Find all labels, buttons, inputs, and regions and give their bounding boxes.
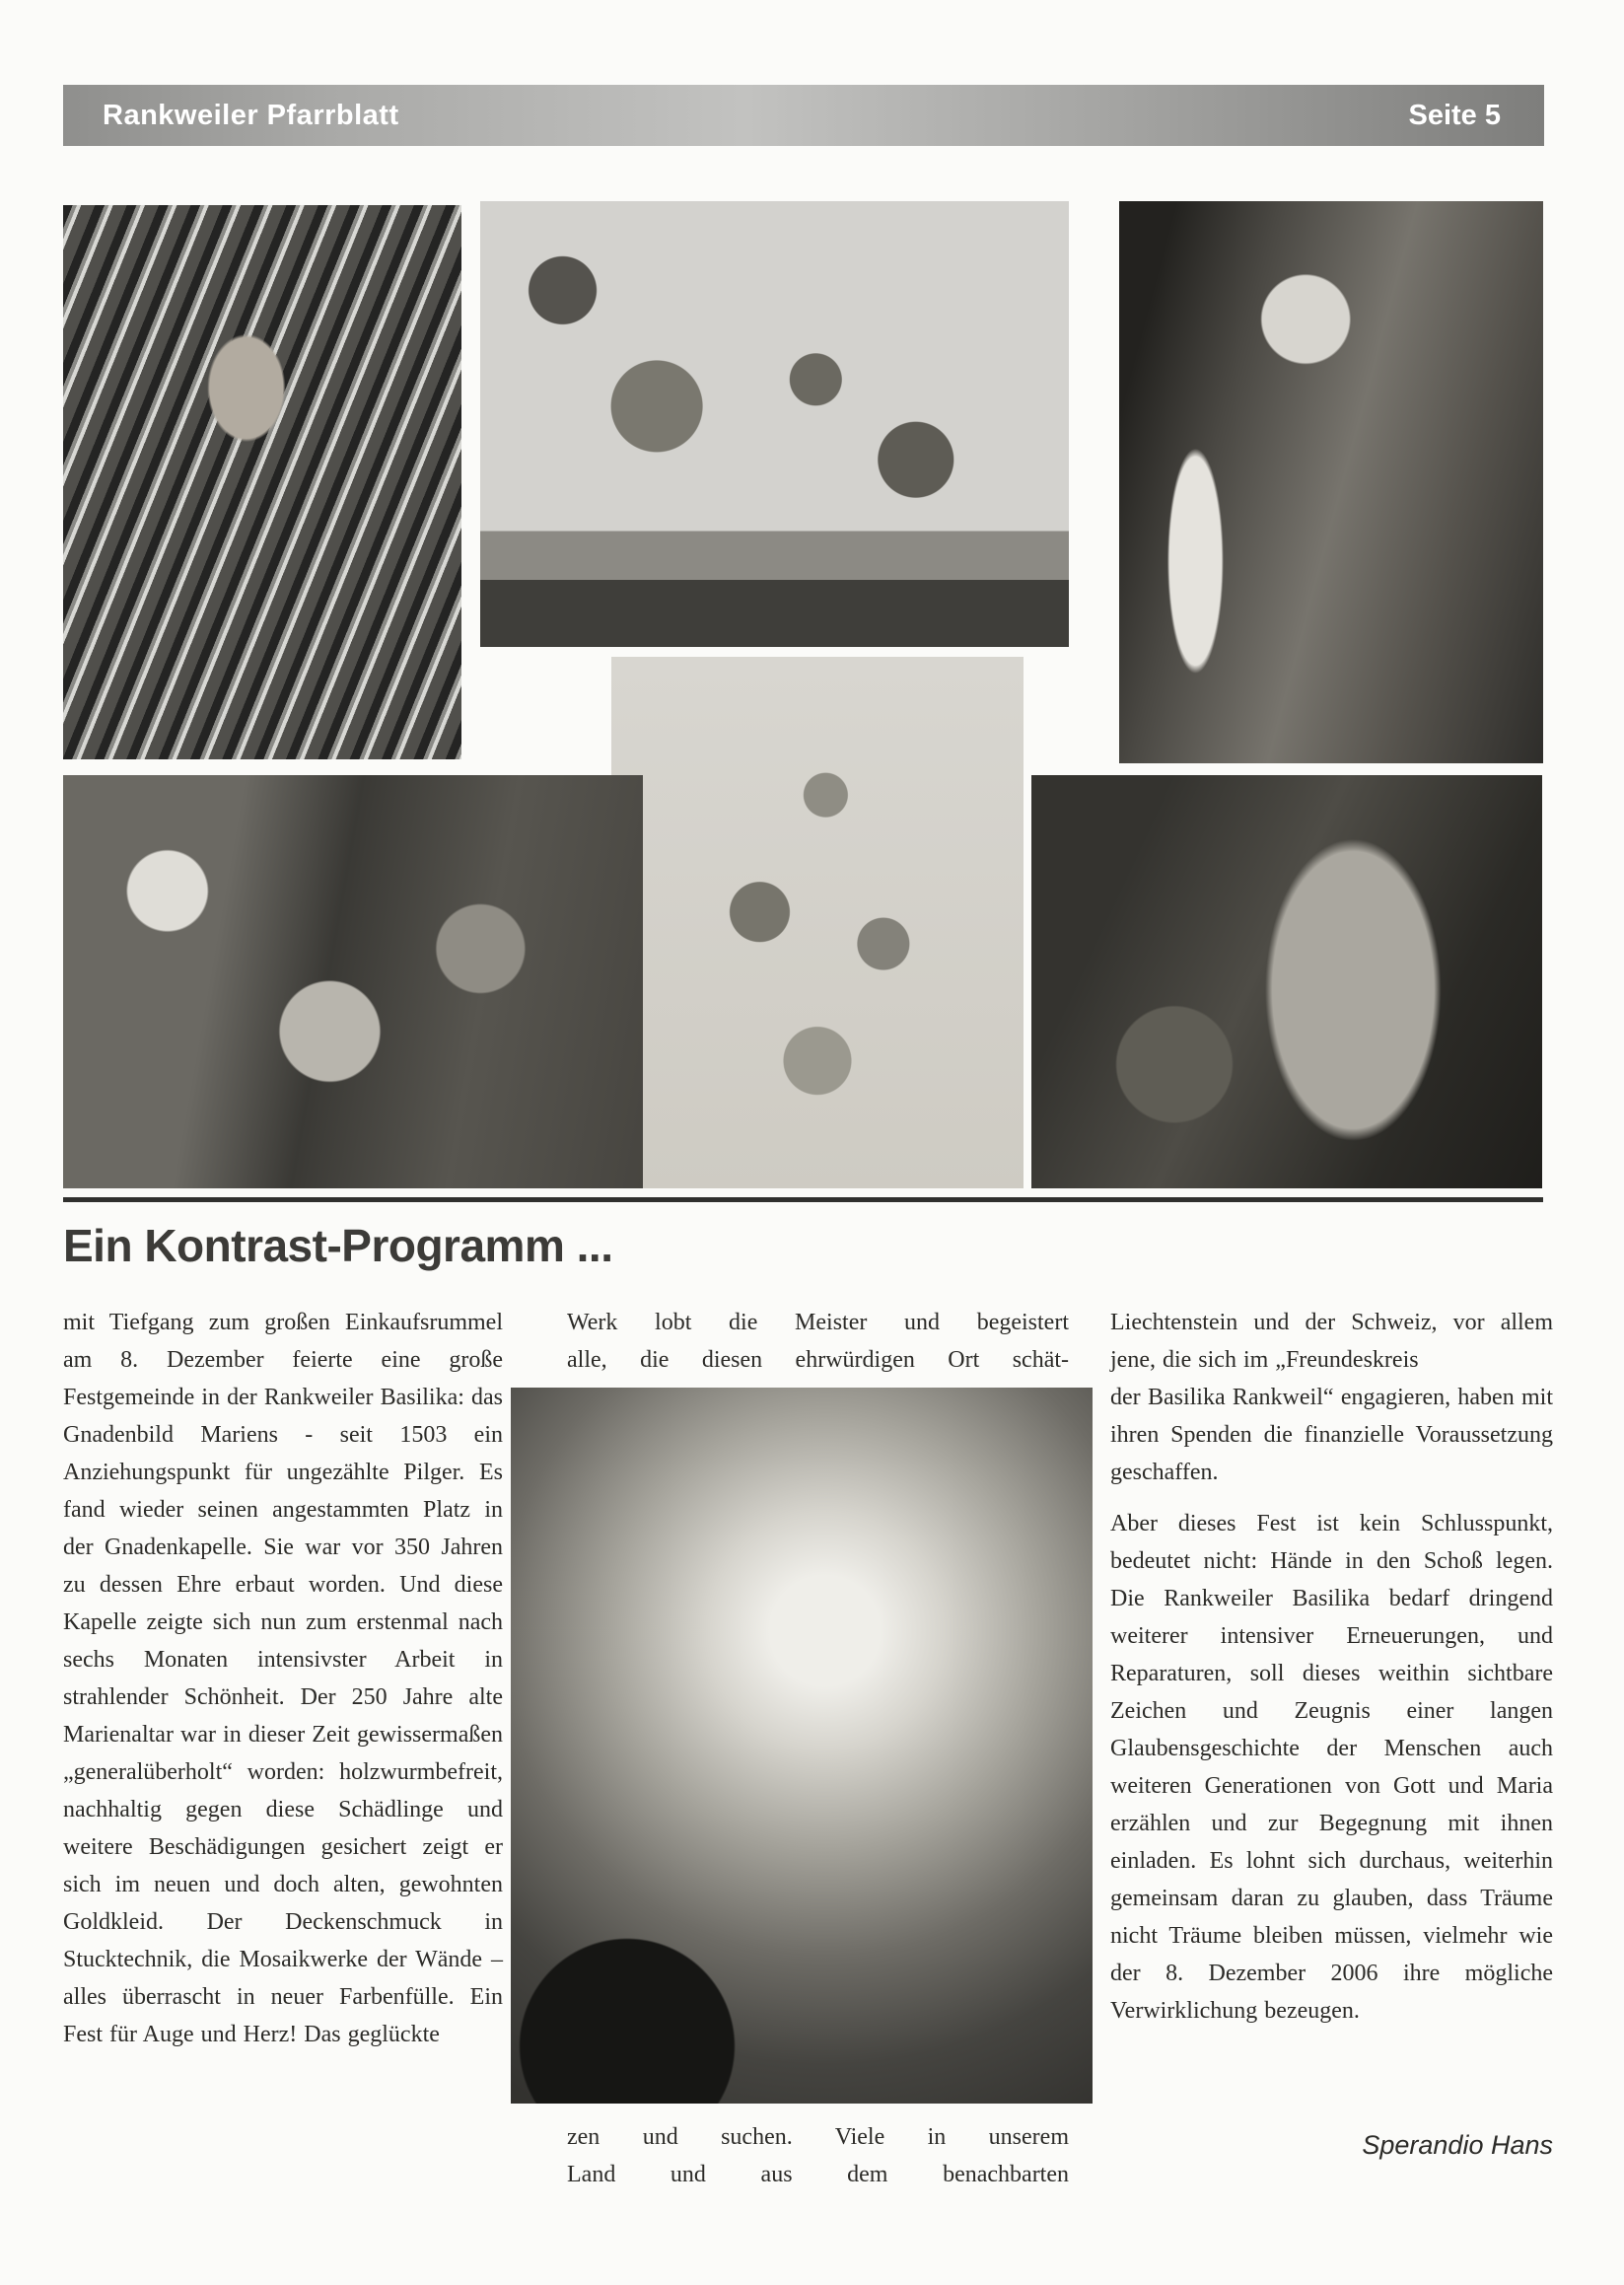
- article-text-col3-para1-start: Liechtenstein und der Schweiz, vor allem jene, die sich im „Freundeskreis: [1110, 1310, 1553, 1373]
- article-column-2: [567, 1304, 1069, 2255]
- section-divider-rule: [63, 1197, 1543, 1202]
- article-text-col3-para1-rest: der Basilika Rankweil“ engagieren, haben mit ihren Spenden die finanzielle Voraussetzung geschaffen.: [1110, 1385, 1553, 1485]
- photo-wrap-spacer-right: [1077, 1379, 1110, 2103]
- newsletter-title: Rankweiler Pfarrblatt: [103, 99, 399, 131]
- photo-restorer-altar: [1031, 775, 1542, 1188]
- photo-organ-angel: [63, 205, 461, 759]
- article-text-col1: mit Tiefgang zum großen Einkaufsrummel am 8. Dezember feierte eine große Festgemeinde in der Rankweiler Basilika: das Gnadenbild Mariens - seit 1503 ein Anziehungspunkt für ungezählte Pilger. Es fand wieder seinen angestammten Platz in der Gnadenkapelle. Sie war vor 350 Jahren zu dessen Ehre erbaut worden. Und diese Kapelle zeigte sich nun zum erstenmal nach sechs Monaten intensivster Arbeit in strahlender Schönheit. Der 250 Jahre alte Marienaltar war in dieser Zeit gewissermaßen „generalüberholt“ worden: holzwurmbefreit, nachhaltig gegen diese Schädlinge und weitere Beschädigungen gesichert zeigt er sich im neuen und doch alten, gewohnten Goldkleid. Der Deckenschmuck in Stucktechnik, die Mosaikwerke der Wände – alles überrascht in neuer Farbenfülle. Ein Fest für Auge und Herz! Das geglückte: [63, 1310, 503, 2047]
- article-column-3: [1077, 1304, 1553, 2255]
- article-text-col2-line3: zen und suchen. Viele in unserem: [567, 2124, 1069, 2150]
- photo-restorer-woman: [1119, 201, 1543, 763]
- article-headline: Ein Kontrast-Programm ...: [63, 1220, 613, 1271]
- article-text-col2-line2: alle, die diesen ehrwürdigen Ort schät-: [567, 1347, 1069, 1373]
- page-header-bar: [63, 85, 1544, 146]
- author-signature: Sperandio Hans: [1362, 2130, 1553, 2160]
- photo-material-baskets: [63, 775, 643, 1188]
- photo-putti-garland: [480, 201, 1069, 647]
- page-number-label: Seite 5: [1408, 99, 1501, 131]
- photo-madonna-altar: [511, 1388, 1093, 2104]
- article-text-col2-line4: Land und aus dem benachbarten: [567, 2162, 1069, 2187]
- article-column-1: [63, 1304, 529, 2255]
- article-text-col3-para2: Aber dieses Fest ist kein Schlusspunkt, bedeutet nicht: Hände in den Schoß legen. Die Rankweiler Basilika bedarf dringend weiterer intensiver Erneuerungen, und Reparaturen, soll dieses weithin sichtbare Zeichen und Zeugnis einer langen Glaubensgeschichte der Menschen auch weiteren Generationen von Gott und Maria erzählen und zur Begegnung mit ihnen einladen. Es lohnt sich durchaus, weiterhin gemeinsam daran zu glauben, dass Träume nicht Träume bleiben müssen, vielmehr wie der 8. Dezember 2006 ihre mögliche Verwirklichung bezeugen.: [1110, 1511, 1553, 2024]
- photo-stucco-flowers: [611, 657, 1024, 1188]
- article-text-col2-line1: Werk lobt die Meister und begeistert: [567, 1310, 1069, 1335]
